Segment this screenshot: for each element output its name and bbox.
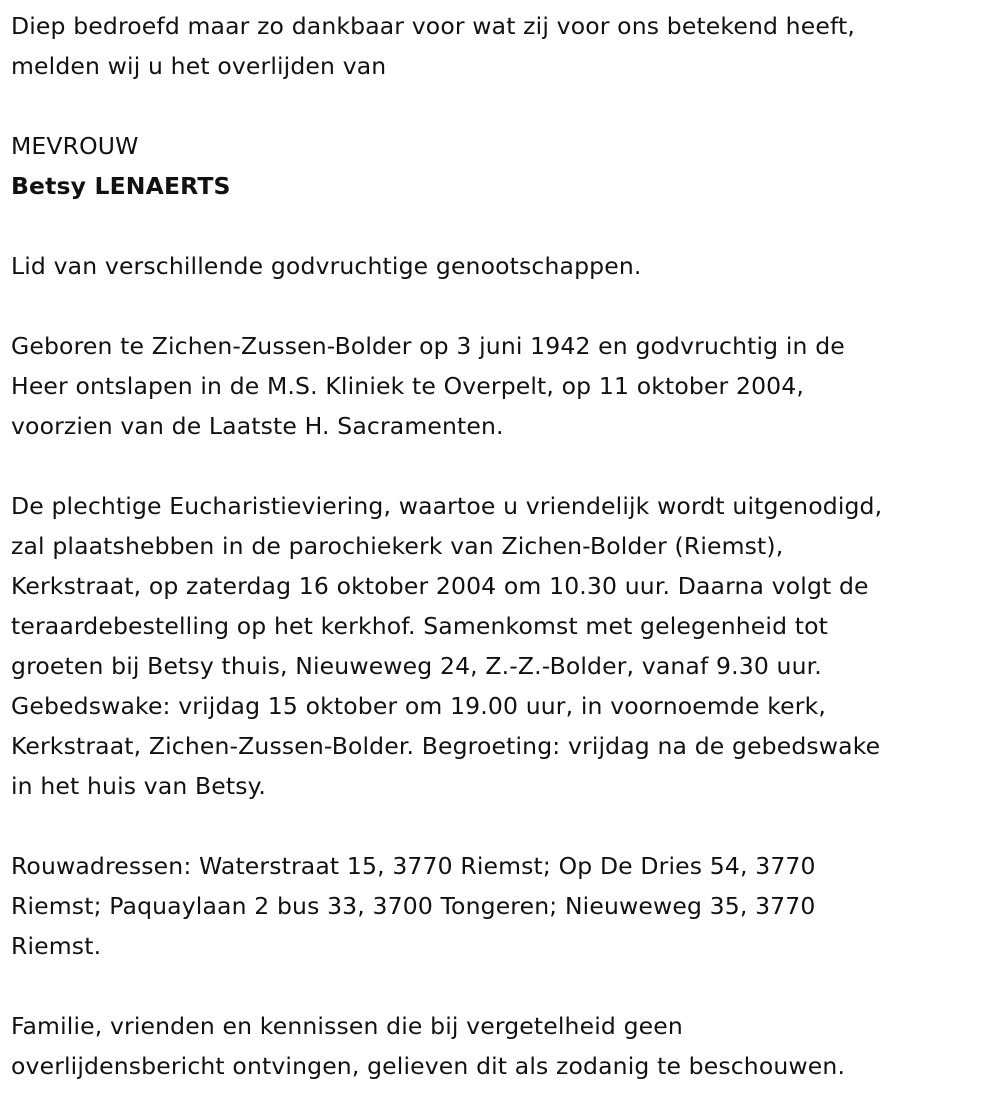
text-line: Rouwadressen: Waterstraat 15, 3770 Riemst; Op De Dries 54, 3770	[11, 852, 816, 880]
paragraph-gap	[11, 286, 996, 326]
ceremony-paragraph	[11, 486, 996, 806]
text-line: teraardebestelling op het kerkhof. Samenkomst met gelegenheid tot	[11, 612, 829, 640]
addresses-paragraph	[11, 846, 996, 966]
text-line: melden wij u het overlijden van	[11, 52, 387, 80]
text-line: overlijdensbericht ontvingen, gelieven dit als zodanig te beschouwen.	[11, 1052, 846, 1080]
text-line: Heer ontslapen in de M.S. Kliniek te Overpelt, op 11 oktober 2004,	[11, 372, 805, 400]
text-line: groeten bij Betsy thuis, Nieuweweg 24, Z.-Z.-Bolder, vanaf 9.30 uur.	[11, 652, 822, 680]
text-line: De plechtige Eucharistieviering, waartoe u vriendelijk wordt uitgenodigd,	[11, 492, 883, 520]
obituary-notice	[11, 6, 996, 1086]
birth-death-paragraph	[11, 326, 996, 446]
deceased-title: MEVROUW	[11, 132, 139, 160]
deceased-name: Betsy LENAERTS	[11, 172, 231, 200]
membership-line: Lid van verschillende godvruchtige genootschappen.	[11, 252, 642, 280]
text-line: Kerkstraat, op zaterdag 16 oktober 2004 om 10.30 uur. Daarna volgt de	[11, 572, 869, 600]
text-line: Geboren te Zichen-Zussen-Bolder op 3 juni 1942 en godvruchtig in de	[11, 332, 845, 360]
text-line: in het huis van Betsy.	[11, 772, 266, 800]
text-line: Riemst; Paquaylaan 2 bus 33, 3700 Tongeren; Nieuweweg 35, 3770	[11, 892, 816, 920]
text-line: Kerkstraat, Zichen-Zussen-Bolder. Begroeting: vrijdag na de gebedswake	[11, 732, 881, 760]
paragraph-gap	[11, 86, 996, 126]
paragraph-gap	[11, 446, 996, 486]
paragraph-gap	[11, 806, 996, 846]
paragraph-gap	[11, 206, 996, 246]
text-line: Familie, vrienden en kennissen die bij vergetelheid geen	[11, 1012, 683, 1040]
text-line: Diep bedroefd maar zo dankbaar voor wat zij voor ons betekend heeft,	[11, 12, 855, 40]
text-line: Gebedswake: vrijdag 15 oktober om 19.00 uur, in voornoemde kerk,	[11, 692, 826, 720]
intro-paragraph	[11, 6, 996, 86]
text-line: voorzien van de Laatste H. Sacramenten.	[11, 412, 504, 440]
text-line: zal plaatshebben in de parochiekerk van Zichen-Bolder (Riemst),	[11, 532, 784, 560]
paragraph-gap	[11, 966, 996, 1006]
text-line: Riemst.	[11, 932, 102, 960]
closing-paragraph	[11, 1006, 996, 1086]
